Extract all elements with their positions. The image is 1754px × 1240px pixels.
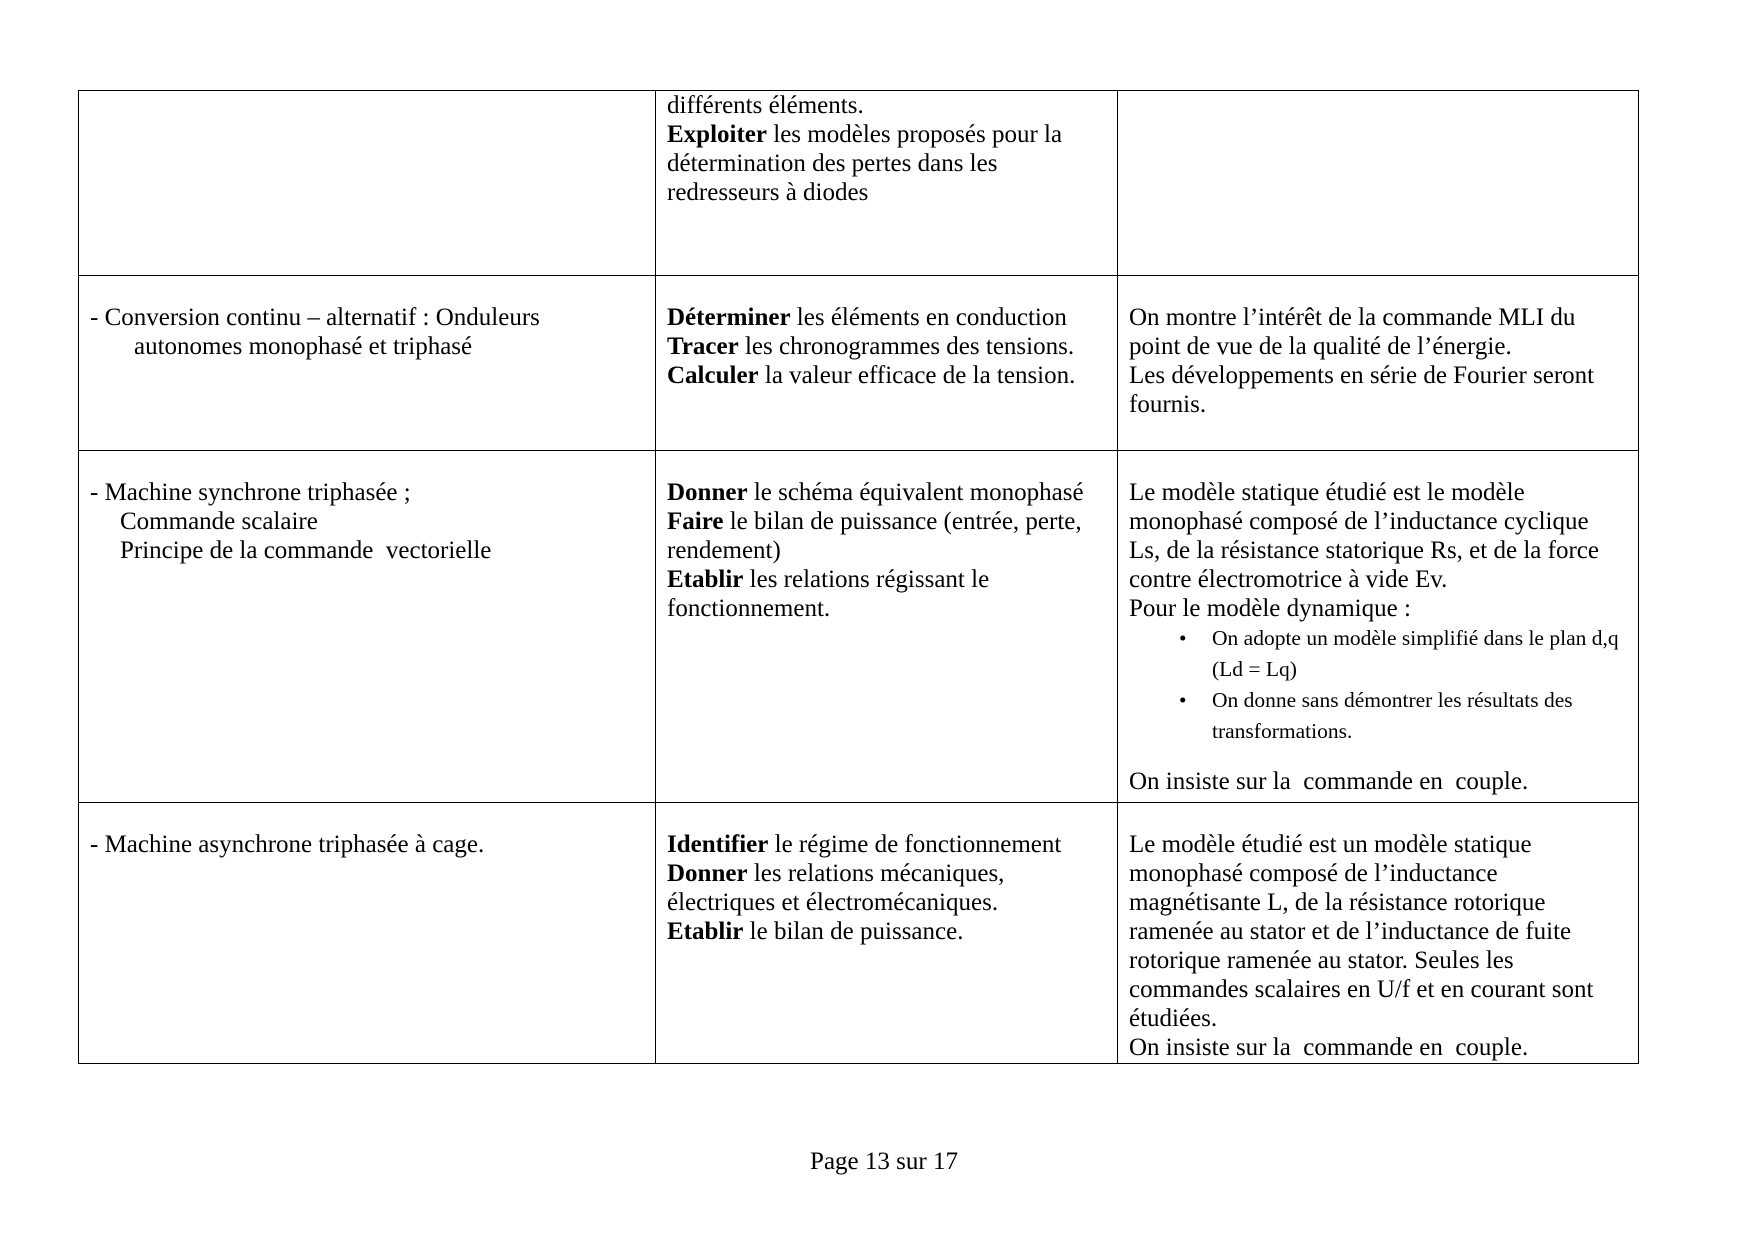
skill-item	[667, 859, 1107, 917]
skill-item	[667, 507, 1107, 565]
table-cell-skills	[656, 451, 1118, 803]
action-verb: Exploiter	[667, 121, 767, 148]
skill-item	[667, 120, 1107, 207]
action-verb: Etablir	[667, 566, 744, 593]
action-verb: Faire	[667, 508, 724, 535]
skill-item	[667, 361, 1107, 390]
comment-paragraph: Pour le modèle dynamique :	[1129, 595, 1411, 622]
skill-item	[667, 565, 1107, 623]
table-cell-contents	[79, 91, 656, 276]
skill-item	[667, 478, 1107, 507]
skill-text: les relations régissant le fonctionnement.	[667, 566, 996, 622]
table-row	[79, 803, 1639, 1064]
action-verb: Tracer	[667, 333, 739, 360]
skill-item	[667, 332, 1107, 361]
table-cell-comments	[1118, 803, 1639, 1064]
skill-text: le bilan de puissance.	[743, 918, 964, 945]
bullet-icon	[1179, 623, 1187, 654]
content-line: Commande scalaire	[120, 508, 318, 535]
comment-bullet	[1212, 685, 1627, 747]
comment-closing: On insiste sur la commande en couple.	[1129, 768, 1529, 795]
content-line: - Machine asynchrone triphasée à cage.	[90, 831, 485, 858]
table-cell-comments	[1118, 276, 1639, 451]
action-verb: Calculer	[667, 362, 759, 389]
table-cell-skills	[656, 803, 1118, 1064]
skill-intro-text: différents éléments.	[667, 92, 864, 119]
content-line: - Conversion continu – alternatif : Onduleurs	[90, 304, 540, 331]
table-row	[79, 91, 1639, 276]
skill-item	[667, 303, 1107, 332]
comment-bullet-list	[1129, 623, 1627, 747]
program-table	[78, 90, 1639, 1064]
skill-text: les modèles proposés pour la détermination des pertes dans les redresseurs à diodes	[667, 121, 1069, 206]
content-line: autonomes monophasé et triphasé	[134, 333, 473, 360]
comment-bullet-text: On donne sans démontrer les résultats des transformations.	[1212, 688, 1579, 743]
comment-paragraph: On montre l’intérêt de la commande MLI du point de vue de la qualité de l’énergie.	[1129, 304, 1582, 360]
skill-text: les éléments en conduction	[790, 304, 1067, 331]
table-cell-skills	[656, 91, 1118, 276]
action-verb: Déterminer	[667, 304, 791, 331]
skill-text: le régime de fonctionnement	[768, 831, 1062, 858]
comment-paragraph: Les développements en série de Fourier seront fournis.	[1129, 362, 1601, 418]
action-verb: Donner	[667, 479, 748, 506]
bullet-icon	[1179, 685, 1187, 716]
skill-text: les relations mécaniques, électriques et électromécaniques.	[667, 860, 1011, 916]
skill-item	[667, 830, 1107, 859]
table-cell-contents	[79, 276, 656, 451]
table-cell-comments	[1118, 451, 1639, 803]
comment-paragraph: Le modèle étudié est un modèle statique monophasé composé de l’inductance magnétisante L, de la résistance rotorique ramenée au stator et de l’inductance de fuite rotorique ramenée au stator. Seules les commandes scalaires en U/f et en courant sont étudiées.	[1129, 831, 1600, 1032]
action-verb: Identifier	[667, 831, 769, 858]
table-cell-skills	[656, 276, 1118, 451]
skill-text: le bilan de puissance (entrée, perte, rendement)	[667, 508, 1088, 564]
table-cell-comments	[1118, 91, 1639, 276]
skill-item	[667, 917, 1107, 946]
table-row	[79, 451, 1639, 803]
comment-bullet	[1212, 623, 1627, 685]
table-cell-contents	[79, 451, 656, 803]
content-line: - Machine synchrone triphasée ;	[90, 479, 411, 506]
skill-text: la valeur efficace de la tension.	[758, 362, 1076, 389]
table-row	[79, 276, 1639, 451]
skill-text: le schéma équivalent monophasé	[747, 479, 1084, 506]
comment-paragraph: On insiste sur la commande en couple.	[1129, 1034, 1529, 1061]
skill-text: les chronogrammes des tensions.	[738, 333, 1075, 360]
action-verb: Etablir	[667, 918, 744, 945]
comment-bullet-text: On adopte un modèle simplifié dans le plan d,q (Ld = Lq)	[1212, 626, 1624, 681]
content-line: Principe de la commande vectorielle	[120, 537, 492, 564]
action-verb: Donner	[667, 860, 748, 887]
comment-paragraph: Le modèle statique étudié est le modèle monophasé composé de l’inductance cyclique Ls, de la résistance statorique Rs, et de la force contre électromotrice à vide Ev.	[1129, 479, 1606, 593]
page-footer: Page 13 sur 17	[810, 1148, 958, 1175]
table-cell-contents	[79, 803, 656, 1064]
